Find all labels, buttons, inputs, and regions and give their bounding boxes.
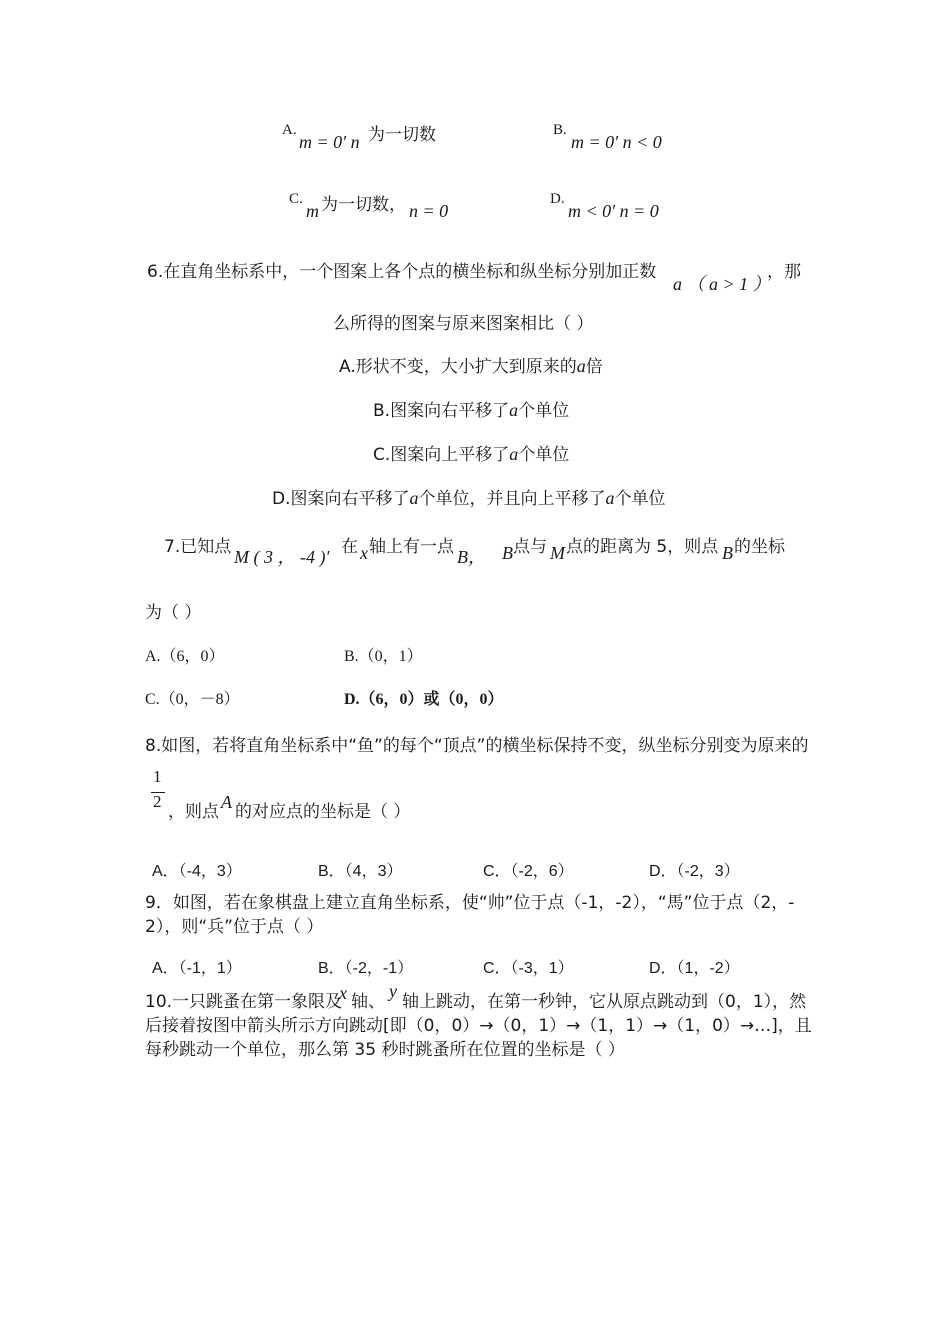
q6-option-a-end: 倍 — [585, 357, 603, 377]
q7-stem-p5: 点的距离为 5，则点 — [566, 537, 719, 557]
q7-option-a: A.（6，0） — [145, 648, 225, 665]
q9-option-a: A．（-1，1） — [152, 960, 242, 977]
q10-stem-line2: 后接着按图中箭头所示方向跳动[即（0，0）→（0，1）→（1，1）→（1，0）→…]，且 — [145, 1016, 812, 1036]
q5-option-a-text: 为一切数 — [368, 125, 436, 145]
q7-option-c: C.（0，－8） — [145, 691, 240, 708]
q10-stem-line3: 每秒跳动一个单位，那么第 35 秒时跳蚤所在位置的坐标是（ ） — [145, 1040, 625, 1060]
q6-option-b-text: B.图案向右平移了 — [373, 401, 510, 421]
q6-stem-line1-end: ，那 — [767, 262, 801, 282]
q8-stem-line1: 8.如图，若将直角坐标系中“鱼”的每个“顶点”的横坐标保持不变，纵坐标分别变为原来的 — [145, 736, 809, 756]
q7-stem-p2: 在 — [341, 537, 358, 557]
q7-var-b1: B， — [457, 547, 486, 567]
q8-stem-line2a: ，则点 — [168, 802, 219, 822]
q8-option-a: A．（-4，3） — [152, 863, 242, 880]
q5-option-c-label: C. — [289, 191, 303, 207]
q10-var-x: x — [339, 983, 347, 1003]
q6-option-b-var: a — [509, 400, 519, 420]
q6-option-c — [373, 440, 569, 465]
q6-stem-math: a （ a > 1 ） — [673, 274, 771, 294]
q5-option-a-label: A. — [282, 122, 297, 138]
q5-option-c-text: 为一切数， — [321, 195, 406, 215]
q9-option-b: B．（-2，-1） — [318, 960, 414, 977]
q10-var-y: y — [389, 981, 397, 1001]
q6-option-a-var: a — [576, 356, 586, 376]
q6-option-d — [272, 484, 666, 509]
q10-stem-line1b: 轴、 — [351, 992, 385, 1012]
q6-option-c-var: a — [509, 444, 519, 464]
q7-var-x: x — [360, 543, 368, 563]
q8-stem-line2b: 的对应点的坐标是（ ） — [235, 802, 411, 822]
q8-fraction-numerator: 1 — [153, 767, 162, 786]
q6-option-a-text: A.形状不变，大小扩大到原来的 — [339, 357, 577, 377]
q10-stem-line1c: 轴上跳动，在第一秒钟，它从原点跳动到（0，1），然 — [402, 992, 807, 1012]
q5-option-c-math1: m — [306, 201, 319, 221]
q7-stem-p1: 7.已知点 — [164, 537, 232, 557]
q6-option-b — [373, 396, 569, 421]
q6-option-d-text1: D.图案向右平移了 — [272, 489, 410, 509]
q8-option-b: B．（4，3） — [318, 863, 403, 880]
q6-option-b-end: 个单位 — [518, 401, 570, 421]
q6-option-d-var1: a — [409, 488, 419, 508]
q8-var-a: A — [221, 792, 232, 812]
q5-option-a-math: m = 0′ n — [299, 132, 360, 152]
q8-fraction-denominator: 2 — [153, 792, 162, 811]
q5-option-b-label: B. — [553, 122, 567, 138]
q9-option-c: C．（-3，1） — [483, 960, 574, 977]
q7-option-d: D.（6，0）或（0，0） — [344, 691, 504, 708]
q7-stem-p4: 点与 — [513, 537, 547, 557]
q7-var-b3: B — [722, 543, 733, 563]
q8-fraction — [151, 767, 165, 815]
q6-option-c-text: C.图案向上平移了 — [373, 445, 510, 465]
q5-option-c-math2: n = 0 — [409, 201, 449, 221]
q6-stem-line2: 么所得的图案与原来图案相比（ ） — [333, 314, 594, 334]
q6-option-d-text2: 个单位，并且向上平移了 — [418, 489, 606, 509]
q6-option-c-end: 个单位 — [518, 445, 570, 465]
q7-point-m: M ( 3 ， -4 )′ — [234, 547, 330, 567]
q5-option-b-math: m = 0′ n < 0 — [571, 132, 662, 152]
q6-option-d-var2: a — [605, 488, 615, 508]
q5-option-d-math: m < 0′ n = 0 — [568, 201, 659, 221]
q9-stem-line2: 2），则“兵”位于点（ ） — [145, 917, 324, 937]
q9-stem-line1: 9．如图，若在象棋盘上建立直角坐标系，使“帅”位于点（-1，-2），“馬”位于点（2，- — [145, 893, 795, 913]
q7-stem-line2: 为（ ） — [145, 603, 202, 623]
q6-option-a — [339, 352, 603, 377]
q7-stem-p6: 的坐标 — [734, 537, 785, 557]
q5-option-d-label: D. — [550, 191, 565, 207]
q8-option-d: D．（-2，3） — [649, 863, 740, 880]
q6-stem-line1: 6.在直角坐标系中，一个图案上各个点的横坐标和纵坐标分别加正数 — [147, 262, 657, 282]
q8-option-c: C．（-2，6） — [483, 863, 574, 880]
q6-option-d-end: 个单位 — [614, 489, 666, 509]
q7-var-m: M — [550, 543, 565, 563]
q7-option-b: B.（0，1） — [344, 648, 423, 665]
q7-var-b2: B — [502, 543, 513, 563]
q7-stem-p3: 轴上有一点 — [369, 537, 454, 557]
q10-stem-line1a: 10.一只跳蚤在第一象限及 — [145, 992, 343, 1012]
q9-option-d: D．（1，-2） — [649, 960, 740, 977]
